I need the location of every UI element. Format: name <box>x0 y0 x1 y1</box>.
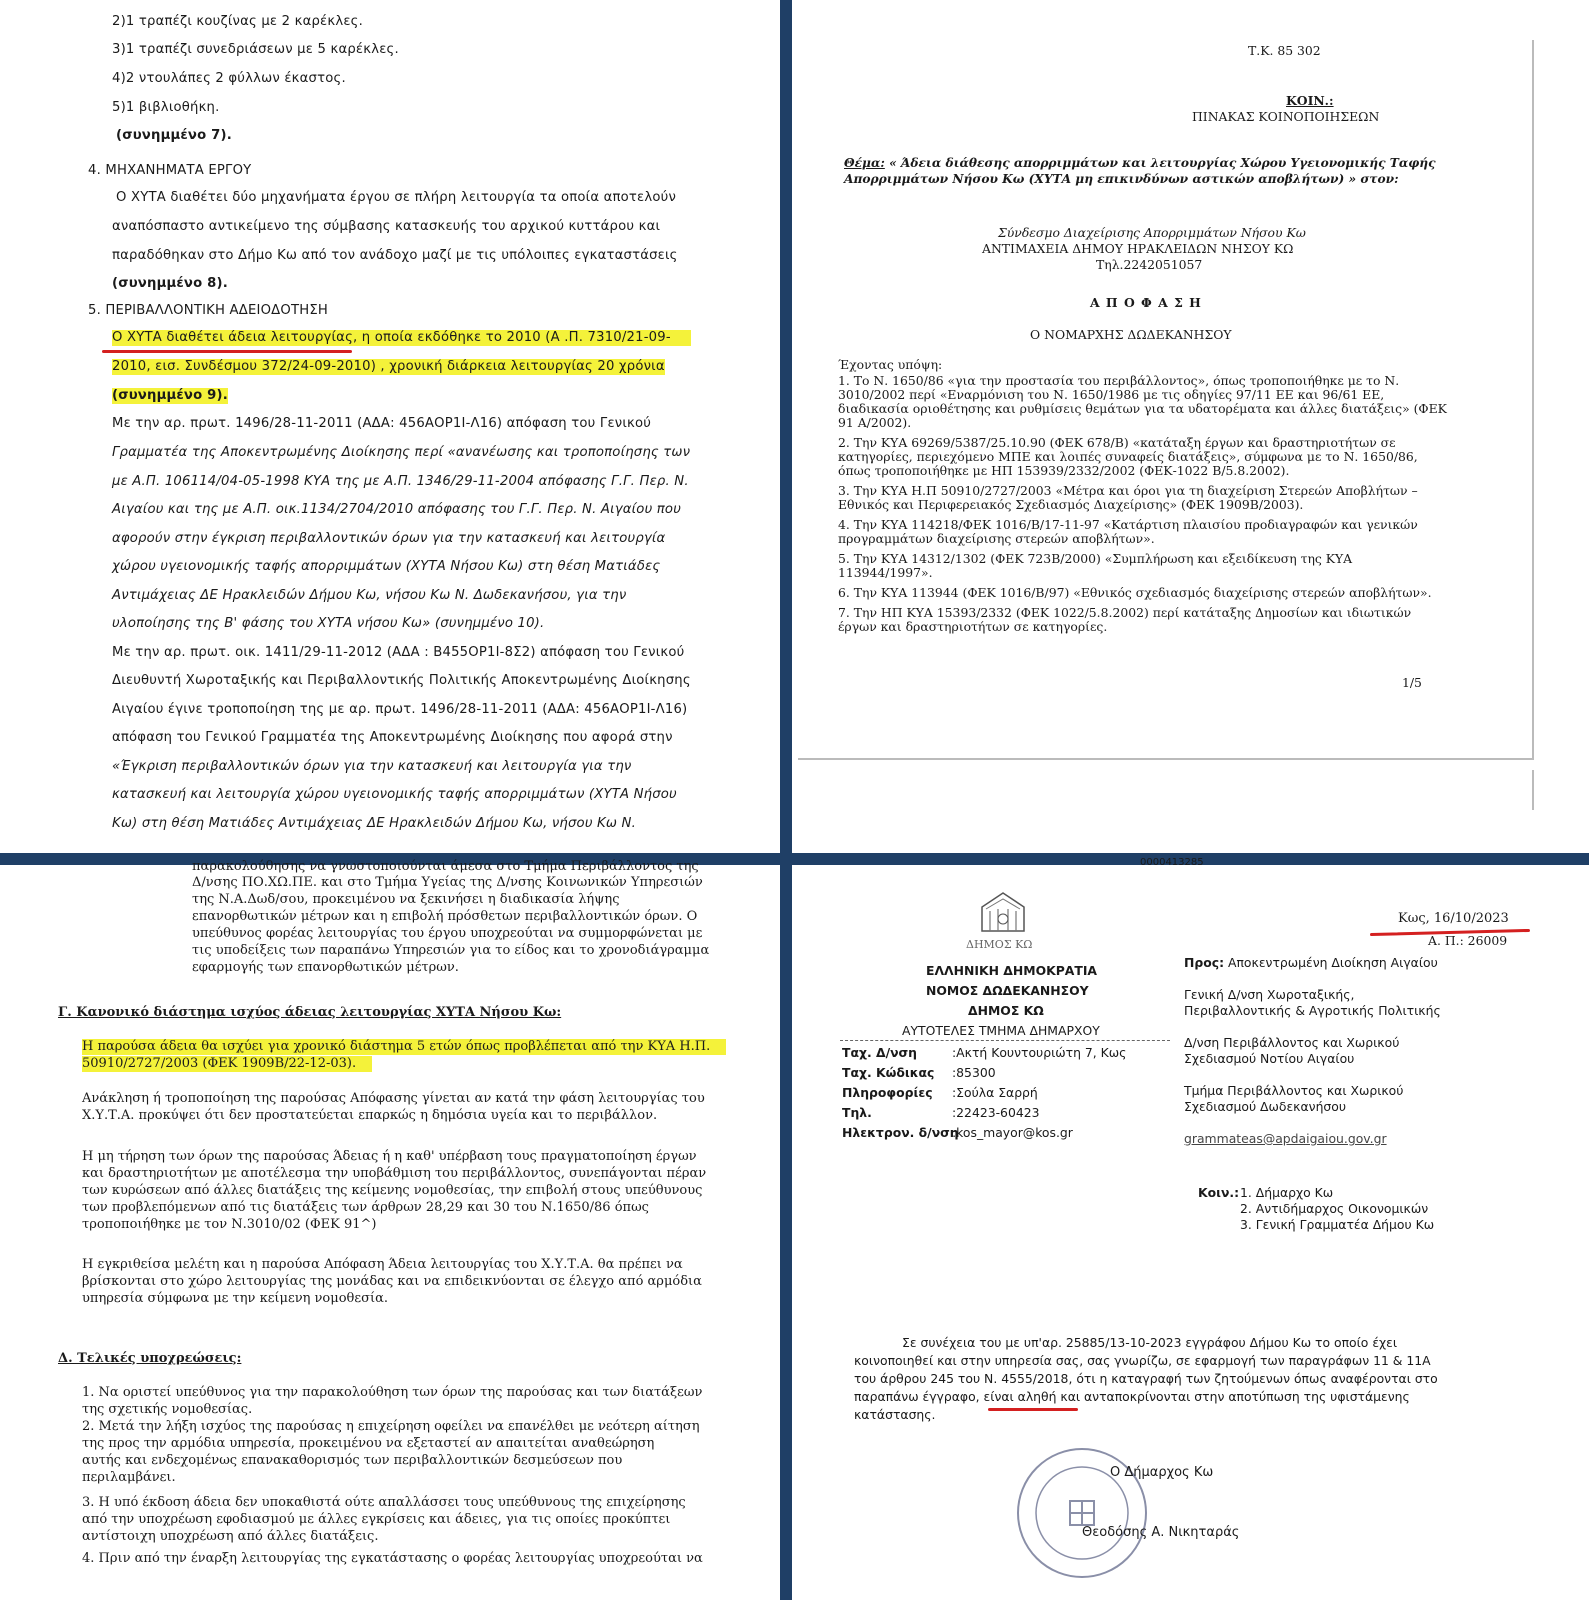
municipality-logo-icon <box>978 887 1028 935</box>
list-item: 4. Πριν από την έναρξη λειτουργίας της εγκατάστασης ο φορέας λειτουργίας υποχρεούται να <box>82 1551 703 1566</box>
section-heading: Δ. Τελικές υποχρεώσεις: <box>58 1351 242 1366</box>
body-line: κατάστασης. <box>854 1407 936 1422</box>
cc-label: Κοιν.: <box>1198 1185 1240 1200</box>
text-line: Αιγαίου έγινε τροποποίηση της με αρ. πρωτ. 1496/28-11-2011 (ΑΔΑ: 456ΑΟΡ1Ι-Λ16) <box>112 702 688 717</box>
text-line: υλοποίησης της Β' φάσης του ΧΥΤΑ νήσου Κω» (συνημμένο 10). <box>112 616 545 631</box>
document-page-bottom-right <box>792 857 1589 1600</box>
recipient-value: Αποκεντρωμένη Διοίκηση Αιγαίου <box>1224 955 1438 970</box>
red-underline <box>988 1408 1078 1411</box>
text-line: βρίσκονται στο χώρο λειτουργίας της μονάδας και να επιδεικνύονται σε έλεγχο από αρμόδια <box>82 1274 702 1289</box>
info-label: Ηλεκτρον. δ/νση <box>842 1125 959 1140</box>
subject-text: « Άδεια διάθεσης απορριμμάτων και λειτουργίας Χώρου Υγειονομικής Ταφής <box>884 156 1436 170</box>
list-item: της σχετικής νομοθεσίας. <box>82 1402 253 1417</box>
text-line: Αιγαίου και της με Α.Π. οικ.1134/2704/2010 απόφασης του Γ.Γ. Περ. Ν. Αιγαίου που <box>112 502 682 517</box>
text-line: αφορούν στην έγκριση περιβαλλοντικών όρων για την κατασκευή και λειτουργία <box>112 531 666 546</box>
recipient-line: Γενική Δ/νση Χωροταξικής, <box>1184 987 1355 1002</box>
section-heading: 4. ΜΗΧΑΝΗΜΑΤΑ ΕΡΓΟΥ <box>88 163 252 178</box>
info-label: Πληροφορίες <box>842 1085 933 1100</box>
info-label: Τηλ. <box>842 1105 872 1120</box>
list-item: 2. Μετά την λήξη ισχύος της παρούσας η επιχείρηση οφείλει να επανέλθει με νεότερη αίτηση <box>82 1419 700 1434</box>
department: ΑΥΤΟΤΕΛΕΣ ΤΜΗΜΑ ΔΗΜΑΡΧΟΥ <box>902 1023 1100 1038</box>
list-item: 1. Να οριστεί υπεύθυνος για την παρακολούθηση των όρων της παρούσας και των διατάξεων <box>82 1385 703 1400</box>
signer-title: Ο Δήμαρχος Κω <box>1110 1465 1214 1480</box>
list-item: αυτής και ενδεχομένως επανακαθορισμός των περιβαλλοντικών δεσμεύσεων που <box>82 1453 623 1468</box>
page-edge <box>798 770 1534 810</box>
text-line: επανορθωτικών μέτρων και η επιβολή πρόσθετων περιβαλλοντικών όρων. Ο <box>192 909 698 924</box>
document-page-bottom-left <box>0 859 780 1600</box>
list-item: όπως τροποποιήθηκε με ΗΠ 153939/2332/2002 (ΦΕΚ-1022 Β/5.8.2002). <box>838 463 1290 478</box>
info-value: :85300 <box>952 1065 996 1080</box>
text-line: αναπόσπαστο αντικείμενο της σύμβασης κατασκευής του αρχικού κυττάρου και <box>112 219 661 234</box>
postal-code: Τ.Κ. 85 302 <box>1248 43 1321 58</box>
list-item: 4. Την ΚΥΑ 114218/ΦΕΚ 1016/Β/17-11-97 «Κατάρτιση πλαισίου προδιαγραφών και γενικών <box>838 517 1418 532</box>
address-line: Τηλ.2242051057 <box>1096 257 1203 272</box>
list-item: της προς την αρμόδια υπηρεσία, προκειμένου να εξεταστεί αν απαιτείται αναθεώρηση <box>82 1436 655 1451</box>
document-page-top-left <box>0 0 780 853</box>
address-line: ΑΝΤΙΜΑΧΕΙΑ ΔΗΜΟΥ ΗΡΑΚΛΕΙΔΩΝ ΝΗΣΟΥ ΚΩ <box>982 241 1294 256</box>
text-line: 4)2 ντουλάπες 2 φύλλων έκαστος. <box>112 71 346 86</box>
attachment-ref: (συνημμένο 7). <box>116 128 232 143</box>
list-item: διαδικασία οριοθέτησης και ρυθμίσεις θεμάτων για τα υδατορέματα και άλλες διατάξεις» (ΦΕΚ <box>838 401 1447 416</box>
highlighted-line: 50910/2727/2003 (ΦΕΚ 1909Β/22-12-03). <box>82 1056 372 1072</box>
considering-label: Έχοντας υπόψη: <box>838 357 943 372</box>
text-line: 3)1 τραπέζι συνεδριάσεων με 5 καρέκλες. <box>112 42 399 57</box>
recipient-line: Περιβαλλοντικής & Αγροτικής Πολιτικής <box>1184 1003 1441 1018</box>
list-item: 6. Την ΚΥΑ 113944 (ΦΕΚ 1016/Β/97) «Εθνικός σχεδιασμός διαχείρισης στερεών αποβλήτων». <box>838 585 1432 600</box>
text-line: Με την αρ. πρωτ. 1496/28-11-2011 (ΑΔΑ: 456ΑΟΡ1Ι-Λ16) απόφαση του Γενικού <box>112 416 652 431</box>
subject-text: Απορριμμάτων Νήσου Κω (ΧΥΤΑ μη επικινδύνων αστικών αποβλήτων) » στον: <box>844 172 1399 186</box>
document-number: 0000413285 <box>1140 857 1204 868</box>
list-item: Εθνικός και Περιφερειακός Σχεδιασμός Διαχείρισης» (ΦΕΚ 1909Β/2003). <box>838 497 1304 512</box>
text-line: παρακολούθησης να γνωστοποιούνται άμεσα στο Τμήμα Περιβάλλοντος της <box>192 859 699 874</box>
text-line: Η μη τήρηση των όρων της παρούσας Άδειας ή η καθ' υπέρβαση τους πραγματοποίηση έργων <box>82 1149 697 1164</box>
text-line: με Α.Π. 106114/04-05-1998 ΚΥΑ της με Α.Π. 1346/29-11-2004 απόφασης Γ.Γ. Περ. Ν. <box>112 474 689 489</box>
text-line: Η εγκριθείσα μελέτη και η παρούσα Απόφαση Άδεια λειτουργίας του Χ.Υ.Τ.Α. θα πρέπει να <box>82 1257 683 1272</box>
text-line: της Ν.Α.Δωδ/σου, προκειμένου να ξεκινήσει η διαδικασία λήψης <box>192 892 620 907</box>
text-line: και δραστηριοτήτων με αποτέλεσμα την υποβάθμιση του περιβάλλοντος, συνεπάγονται πέραν <box>82 1166 707 1181</box>
list-item: 1. Το Ν. 1650/86 «για την προστασία του περιβάλλοντος», όπως τροποποιήθηκε με το Ν. <box>838 373 1400 388</box>
highlighted-line: Ο ΧΥΤΑ διαθέτει άδεια λειτουργίας, η οποία εκδόθηκε το 2010 (Α .Π. 7310/21-09- <box>112 330 691 346</box>
text-line: Με την αρ. πρωτ. οικ. 1411/29-11-2012 (ΑΔΑ : Β455ΟΡ1Ι-8Σ2) απόφαση του Γενικού <box>112 645 685 660</box>
list-item: 2. Την ΚΥΑ 69269/5387/25.10.90 (ΦΕΚ 678/Β) «κατάταξη έργων και δραστηριοτήτων σε <box>838 435 1396 450</box>
text-line: υπεύθυνος φορέας λειτουργίας του έργου υποχρεούται να συμμορφώνεται με <box>192 926 703 941</box>
text-line: Αντιμάχειας ΔΕ Ηρακλειδών Δήμου Κω, νήσου Κω Ν. Δωδεκανήσου, για την <box>112 588 627 603</box>
header-line: ΔΗΜΟΣ ΚΩ <box>968 1003 1044 1018</box>
attachment-ref: (συνημμένο 8). <box>112 276 228 291</box>
text-line: απόφαση του Γενικού Γραμματέα της Αποκεντρωμένης Διοίκησης που αφορά στην <box>112 730 673 745</box>
list-item: 5. Την ΚΥΑ 14312/1302 (ΦΕΚ 723Β/2000) «Συμπλήρωση και εξειδίκευση της ΚΥΑ <box>838 551 1353 566</box>
cc-item: 1. Δήμαρχο Κω <box>1240 1185 1334 1200</box>
list-item: έργων και δραστηριοτήτων σε κατηγορίες. <box>838 619 1108 634</box>
red-underline <box>102 350 352 353</box>
list-item: 3. Η υπό έκδοση άδεια δεν υποκαθιστά ούτε απαλλάσσει τους υπεύθυνους της επιχείρησης <box>82 1495 686 1510</box>
recipient-label: Προς: <box>1184 955 1225 970</box>
text-line: κατασκευή και λειτουργία χώρου υγειονομικής ταφής απορριμμάτων (ΧΥΤΑ Νήσου <box>112 787 677 802</box>
body-line: παραπάνω έγγραφο, είναι αληθή και ανταποκρίνονται στην αποτύπωση της υφιστάμενης <box>854 1389 1410 1404</box>
decision-title: Α Π Ο Φ Α Σ Η <box>1090 295 1202 310</box>
document-date: Κως, 16/10/2023 <box>1398 911 1509 926</box>
list-item: περιλαμβάνει. <box>82 1470 176 1485</box>
signer-name: Θεοδόσης Α. Νικηταράς <box>1082 1525 1240 1540</box>
attachment-ref: (συνημμένο 9). <box>112 388 228 403</box>
text-line: τροποποιήθηκε με τον Ν.3010/02 (ΦΕΚ 91^) <box>82 1217 377 1232</box>
list-item: 113944/1997». <box>838 565 933 580</box>
address-line: Σύνδεσμο Διαχείρισης Απορριμμάτων Νήσου Κω <box>998 225 1306 240</box>
subject-label: Θέμα: <box>844 156 885 170</box>
cc-item: 3. Γενική Γραμματέα Δήμου Κω <box>1240 1217 1435 1232</box>
scanned-page <box>798 40 1534 760</box>
protocol-number: Α. Π.: 26009 <box>1428 933 1508 948</box>
page-number: 1/5 <box>1402 675 1422 690</box>
body-line: του άρθρου 245 του Ν. 4555/2018, ότι η καταγραφή των ζητούμενων όπως αναφέρονται στο <box>854 1371 1438 1386</box>
prefect-title: Ο ΝΟΜΑΡΧΗΣ ΔΩΔΕΚΑΝΗΣΟΥ <box>1030 327 1232 342</box>
cc-item: 2. Αντιδήμαρχος Οικονομικών <box>1240 1201 1429 1216</box>
recipient-line: Δ/νση Περιβάλλοντος και Χωρικού <box>1184 1035 1400 1050</box>
text-line: Κω) στη θέση Ματιάδες Αντιμάχειας ΔΕ Ηρακλειδών Δήμου Κω, νήσου Κω Ν. <box>112 816 636 831</box>
info-label: Ταχ. Κώδικας <box>842 1065 935 1080</box>
recipient-line: Τμήμα Περιβάλλοντος και Χωρικού <box>1184 1083 1404 1098</box>
section-heading: 5. ΠΕΡΙΒΑΛΛΟΝΤΙΚΗ ΑΔΕΙΟΔΟΤΗΣΗ <box>88 303 328 318</box>
logo-text: ΔΗΜΟΣ ΚΩ <box>966 938 1033 951</box>
body-line: κοινοποιηθεί και στην υπηρεσία σας, σας γνωρίζω, σε εφαρμογή των παραγράφων 11 & 11Α <box>854 1353 1431 1368</box>
list-item: από την υποχρέωση εφοδιασμού με άλλες εγκρίσεις και άδειες, για τις οποίες προκύπτει <box>82 1512 671 1527</box>
text-line: εφαρμογής των επανορθωτικών μέτρων. <box>192 960 459 975</box>
text-line: Χ.Υ.Τ.Α. προκύψει ότι δεν προστατεύεται επαρκώς η δημόσια υγεία και το περιβάλλον. <box>82 1108 658 1123</box>
highlighted-line: Η παρούσα άδεια θα ισχύει για χρονικό διάστημα 5 ετών όπως προβλέπεται από την ΚΥΑ Η.Π. <box>82 1039 726 1055</box>
notification-table-title: ΠΙΝΑΚΑΣ ΚΟΙΝΟΠΟΙΗΣΕΩΝ <box>1192 109 1380 124</box>
text-line: υπηρεσία σύμφωνα με την κείμενη νομοθεσία. <box>82 1291 388 1306</box>
text-line: Ανάκληση ή τροποποίηση της παρούσας Απόφασης γίνεται αν κατά την φάση λειτουργίας του <box>82 1091 705 1106</box>
info-value: :Σούλα Σαρρή <box>952 1085 1038 1100</box>
text-line: Ο ΧΥΤΑ διαθέτει δύο μηχανήματα έργου σε πλήρη λειτουργία τα οποία αποτελούν <box>116 190 677 205</box>
text-line: Γραμματέα της Αποκεντρωμένης Διοίκησης περί «ανανέωσης και τροποποίησης των <box>112 445 691 460</box>
info-value: :kos_mayor@kos.gr <box>952 1125 1073 1140</box>
text-line: Διευθυντή Χωροταξικής και Περιβαλλοντικής Πολιτικής Αποκεντρωμένης Διοίκησης <box>112 673 691 688</box>
info-label: Ταχ. Δ/νση <box>842 1045 918 1060</box>
info-value: :Ακτή Κουντουριώτη 7, Κως <box>952 1045 1127 1060</box>
list-item: 3. Την ΚΥΑ Η.Π 50910/2727/2003 «Μέτρα και όροι για τη διαχείριση Στερεών Αποβλήτων – <box>838 483 1418 498</box>
highlighted-line: 2010, εισ. Συνδέσμου 372/24-09-2010) , χρονική διάρκεια λειτουργίας 20 χρόνια <box>112 359 665 374</box>
koin-label: ΚΟΙΝ.: <box>1286 93 1334 108</box>
list-item: κατηγορίες, περιεχόμενο ΜΠΕ και λοιπές συναφείς διατάξεις», σύμφωνα με το Ν. 1650/86, <box>838 449 1418 464</box>
list-item: προγραμμάτων διαχείρισης στερεών αποβλήτων». <box>838 531 1155 546</box>
email-link[interactable]: grammateas@apdaigaiou.gov.gr <box>1184 1131 1387 1146</box>
recipient-line: Σχεδιασμού Δωδεκανήσου <box>1184 1099 1347 1114</box>
document-page-top-right <box>792 0 1589 853</box>
text-line: «Έγκριση περιβαλλοντικών όρων για την κατασκευή και λειτουργία για την <box>112 759 632 774</box>
official-seal-icon <box>1012 1443 1152 1583</box>
header-line: ΕΛΛΗΝΙΚΗ ΔΗΜΟΚΡΑΤΙΑ <box>926 963 1098 978</box>
list-item: αντίστοιχη υποχρέωση από άλλες διατάξεις. <box>82 1529 379 1544</box>
text-line: των προβλεπόμενων από τις διατάξεις των άρθρων 28,29 και 30 του Ν.1650/86 όπως <box>82 1200 649 1215</box>
text-line: 2)1 τραπέζι κουζίνας με 2 καρέκλες. <box>112 14 364 29</box>
list-item: 91 Α/2002). <box>838 415 912 430</box>
text-line: χώρου υγειονομικής ταφής απορριμμάτων (ΧΥΤΑ Νήσου Κω) στη θέση Ματιάδες <box>112 559 661 574</box>
recipient-line: Σχεδιασμού Νοτίου Αιγαίου <box>1184 1051 1355 1066</box>
text-line: 5)1 βιβλιοθήκη. <box>112 100 220 115</box>
list-item: 3010/2002 περί «Εναρμόνιση του Ν. 1650/1986 με τις οδηγίες 97/11 ΕΕ και 96/61 ΕΕ, <box>838 387 1385 402</box>
text-line: τις υποδείξεις των παραπάνω Υπηρεσιών για το είδος και το χρονοδιάγραμμα <box>192 943 710 958</box>
text-line: παραδόθηκαν στο Δήμο Κω από τον ανάδοχο μαζί με τις υπόλοιπες εγκαταστάσεις <box>112 248 678 263</box>
info-value: :22423-60423 <box>952 1105 1040 1120</box>
divider <box>840 1040 1170 1041</box>
text-line: των κυρώσεων από άλλες διατάξεις της κείμενης νομοθεσίας, την επιβολή στους υπεύθυνους <box>82 1183 703 1198</box>
list-item: 7. Την ΗΠ ΚΥΑ 15393/2332 (ΦΕΚ 1022/5.8.2002) περί κατάταξης Δημοσίων και ιδιωτικών <box>838 605 1412 620</box>
body-line: Σε συνέχεια του με υπ'αρ. 25885/13-10-2023 εγγράφου Δήμου Κω το οποίο έχει <box>902 1335 1398 1350</box>
section-heading: Γ. Κανονικό διάστημα ισχύος άδειας λειτουργίας ΧΥΤΑ Νήσου Κω: <box>58 1005 562 1020</box>
header-line: ΝΟΜΟΣ ΔΩΔΕΚΑΝΗΣΟΥ <box>926 983 1089 998</box>
text-line: Δ/νσης ΠΟ.ΧΩ.ΠΕ. και στο Τμήμα Υγείας της Δ/νσης Κοινωνικών Υπηρεσιών <box>192 875 703 890</box>
